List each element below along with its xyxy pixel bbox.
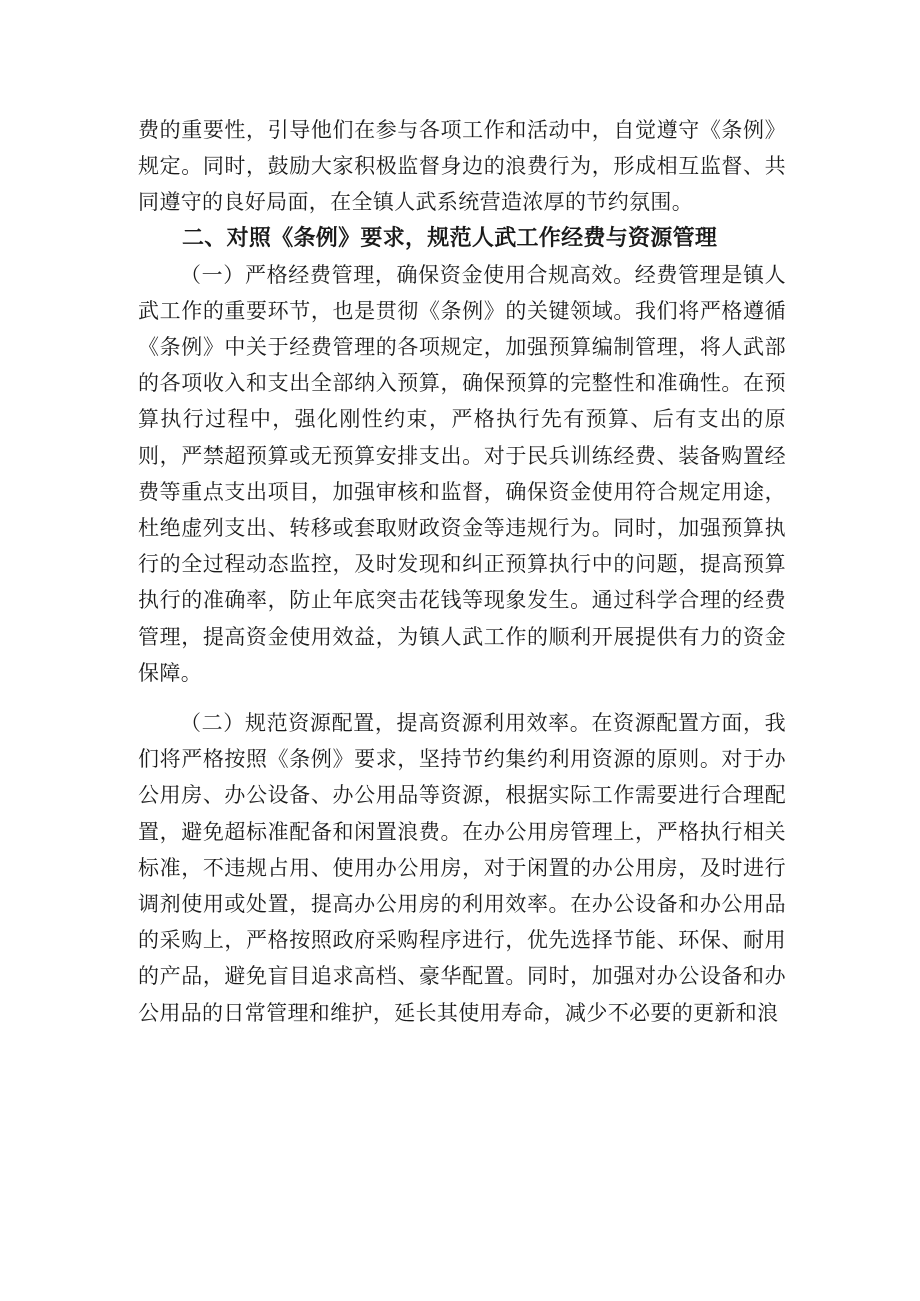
section-heading: 二、对照《条例》要求，规范人武工作经费与资源管理 [182,225,718,251]
paragraph-expense-management: （一）严格经费管理，确保资金使用合规高效。经费管理是镇人武工作的重要环节，也是贯彻《条例》的关键领域。我们将严格遵循《条例》中关于经费管理的各项规定，加强预算编制管理，将人武部的各项收入和支出全部纳入预算，确保预算的完整性和准确性。在预算执行过程中，强化刚性约束，严格执行先有预算、后有支出的原则，严禁超预算或无预算安排支出。对于民兵训练经费、装备购置经费等重点支出项目，加强审核和监督，确保资金使用符合规定用途，杜绝虚列支出、转移或套取财政资金等违规行为。同时，加强预算执行的全过程动态监控，及时发现和纠正预算执行中的问题，提高预算执行的准确率，防止年底突击花钱等现象发生。通过科学合理的经费管理，提高资金使用效益，为镇人武工作的顺利开展提供有力的资金保障。 [138,262,786,685]
paragraph-gap [138,691,786,705]
document-page [138,112,786,1031]
paragraph-resource-allocation: （二）规范资源配置，提高资源利用效率。在资源配置方面，我们将严格按照《条例》要求，坚持节约集约利用资源的原则。对于办公用房、办公设备、办公用品等资源，根据实际工作需要进行合理配置，避免超标准配备和闲置浪费。在办公用房管理上，严格执行相关标准，不违规占用、使用办公用房，对于闲置的办公用房，及时进行调剂使用或处置，提高办公用房的利用效率。在办公设备和办公用品的采购上，严格按照政府采购程序进行，优先选择节能、环保、耐用的产品，避免盲目追求高档、豪华配置。同时，加强对办公设备和办公用品的日常管理和维护，延长其使用寿命，减少不必要的更新和浪 [138,711,786,1025]
continuation-paragraph: 费的重要性，引导他们在参与各项工作和活动中，自觉遵守《条例》规定。同时，鼓励大家积极监督身边的浪费行为，形成相互监督、共同遵守的良好局面，在全镇人武系统营造浓厚的节约氛围。 [138,118,786,215]
